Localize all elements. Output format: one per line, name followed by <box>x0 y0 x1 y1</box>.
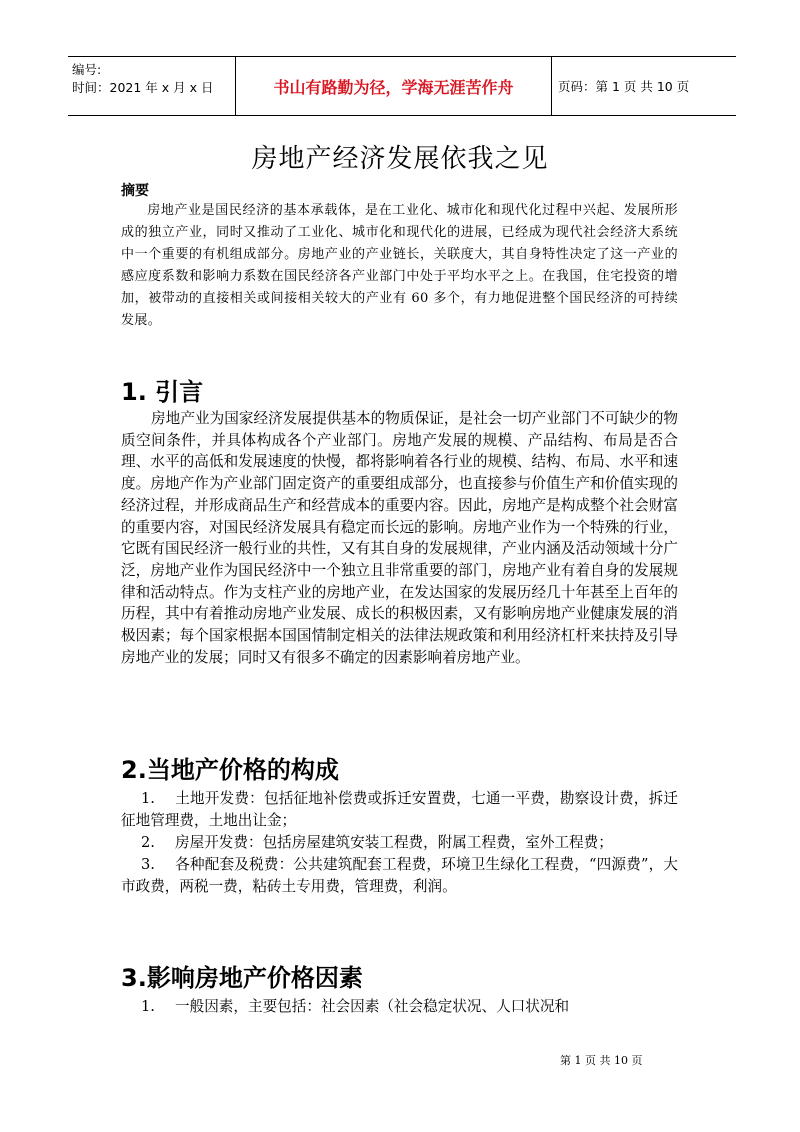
section-3-list <box>121 996 678 1018</box>
page-header <box>68 56 736 116</box>
time-label: 时间：2021 年 x 月 x 日 <box>72 80 214 95</box>
document-title: 房地产经济发展依我之见 <box>251 144 549 174</box>
list-item <box>121 854 678 898</box>
section-1-text: 房地产业为国家经济发展提供基本的物质保证，是社会一切产业部门不可缺少的物质空间条件，并具体构成各个产业部门。房地产发展的规模、产品结构、布局是否合理、水平的高低和发展速度的快慢，都将影响着各行业的规模、结构、布局、水平和速度。房地产作为产业部门固定资产的重要组成部分，也直接参与价值生产和价值实现的经济过程，并形成商品生产和经营成本的重要内容。因此，房地产是构成整个社会财富的重要内容，对国民经济发展具有稳定而长远的影响。房地产业作为一个特殊的行业，它既有国民经济一般行业的共性，又有其自身的发展规律，产业内涵及活动领域十分广泛，房地产业作为国民经济中一个独立且非常重要的部门，房地产业有着自身的发展规律和活动特点。作为支柱产业的房地产业，在发达国家的发展历经几十年甚至上百年的历程，其中有着推动房地产业发展、成长的积极因素，又有影响房地产业健康发展的消极因素；每个国家根据本国国情制定相关的法律法规政策和利用经济杠杆来扶持及引导房地产业的发展；同时又有很多不确定的因素影响着房地产业。 <box>121 410 678 666</box>
list-item <box>121 996 678 1018</box>
section-1-paragraph <box>121 408 678 668</box>
list-item-number: 1. <box>141 790 155 807</box>
list-item-text: 房屋开发费：包括房屋建筑安装工程费，附属工程费，室外工程费； <box>175 834 613 851</box>
header-motto: 书山有路勤为径，学海无涯苦作舟 <box>236 57 552 115</box>
list-item-number: 1. <box>141 998 155 1015</box>
section-2-list <box>121 788 678 898</box>
code-label: 编号: <box>72 62 102 77</box>
list-item-number: 2. <box>141 834 155 851</box>
list-item-text: 土地开发费：包括征地补偿费或拆迁安置费，七通一平费，勘察设计费，拆迁征地管理费，土地出让金； <box>121 790 678 829</box>
header-page-info: 页码：第 1 页 共 10 页 <box>558 79 690 94</box>
list-item <box>121 832 678 854</box>
list-item <box>121 788 678 832</box>
header-meta <box>68 57 236 115</box>
page-footer: 第 1 页 共 10 页 <box>560 1054 643 1067</box>
abstract-text <box>121 200 678 332</box>
section-heading-1: 1. 引言 <box>121 378 204 406</box>
list-item-number: 3. <box>141 856 155 873</box>
list-item-text: 一般因素，主要包括：社会因素（社会稳定状况、人口状况和 <box>175 998 570 1015</box>
abstract-body: 房地产业是国民经济的基本承载体，是在工业化、城市化和现代化过程中兴起、发展所形成的独立产业，同时又推动了工业化、城市化和现代化的进展，已经成为现代社会经济大系统中一个重要的有机组成部分。房地产业的产业链长，关联度大，其自身特性决定了这一产业的感应度系数和影响力系数在国民经济各产业部门中处于平均水平之上。在我国，住宅投资的增加，被带动的直接相关或间接相关较大的产业有 60 多个，有力地促进整个国民经济的可持续发展。 <box>121 203 678 328</box>
abstract-label: 摘要 <box>121 183 149 199</box>
section-heading-3: 3.影响房地产价格因素 <box>121 964 363 992</box>
list-item-text: 各种配套及税费：公共建筑配套工程费，环境卫生绿化工程费，“四源费”，大市政费，两税一费，粘砖土专用费，管理费，利润。 <box>121 856 678 895</box>
section-heading-2: 2.当地产价格的构成 <box>121 756 339 784</box>
